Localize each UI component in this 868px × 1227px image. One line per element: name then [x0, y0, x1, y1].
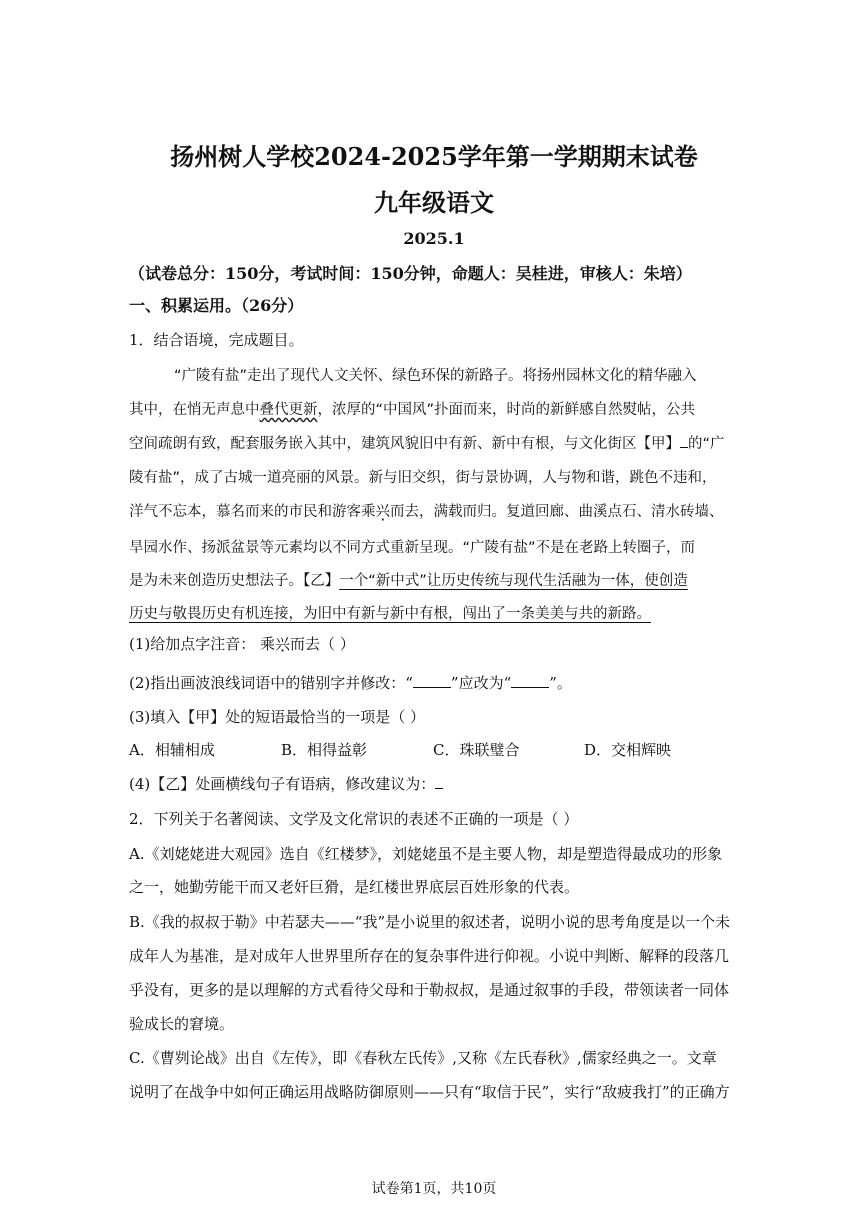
option-a-line: 之一，她勤劳能干而又老奸巨猾，是红楼世界底层百姓形象的代表。: [129, 878, 580, 896]
sub-question-4: [129, 773, 443, 794]
passage-line: [129, 569, 688, 590]
underlined-sentence: 历史与敬畏历史有机连接，为旧中有新与新中有根，闯出了一条美美与共的新路。: [129, 606, 651, 622]
exam-subject: 九年级语文: [374, 188, 494, 217]
dotted-character: 兴: [275, 635, 291, 653]
sub-question-text: ”。: [549, 674, 572, 692]
passage-line: [129, 398, 695, 419]
passage-line: [129, 602, 651, 623]
exam-info: （试卷总分：150分，考试时间：150分钟，命题人：吴桂进，审核人：朱培）: [129, 264, 692, 283]
option-a-line: A.《刘姥姥进大观园》选自《红楼梦》，刘姥姥虽不是主要人物，却是塑造得最成功的形象: [129, 845, 723, 863]
option-c-line: 说明了在战争中如何正确运用战略防御原则——只有“取信于民”，实行“敌疲我打”的正确方: [129, 1083, 730, 1101]
passage-line: [129, 500, 724, 521]
question-1-stem: 1．结合语境，完成题目。: [129, 331, 304, 349]
option-b-line: 成年人为基准，是对成年人世界里所存在的复杂事件进行仰视。小说中判断、解释的段落几: [129, 947, 730, 965]
exam-date: 2025.1: [403, 229, 465, 248]
passage-line: 陵有盐”，成了古城一道亮丽的风景。新与旧交织，街与景协调，人与物和谐，跳色不违和，: [129, 470, 717, 486]
sub-question-1: [129, 633, 355, 654]
sub-question-text: (1)给加点字注音： 乘: [129, 635, 276, 653]
option-b-line: 验成长的窘境。: [129, 1015, 235, 1033]
answer-blank[interactable]: [435, 774, 443, 789]
sub-question-text: ”应改为“: [450, 674, 512, 692]
answer-blank[interactable]: [511, 673, 549, 688]
passage-text: 洋气不忘本，慕名而来的市民和游客乘: [129, 504, 376, 520]
sub-question-text: (4)【乙】处画横线句子有语病，修改建议为：: [129, 775, 436, 793]
question-2-stem: 2．下列关于名著阅读、文学及文化常识的表述不正确的一项是（ ）: [129, 810, 579, 828]
option-c[interactable]: C．珠联璧合: [433, 741, 520, 759]
page-footer: 试卷第1页，共10页: [371, 1181, 497, 1197]
option-a[interactable]: A．相辅相成: [129, 741, 215, 759]
wavy-underlined-word: 叠代更新: [259, 402, 318, 418]
dotted-character: 兴: [375, 504, 390, 520]
sub-question-3: (3)填入【甲】处的短语最恰当的一项是（ ）: [129, 708, 426, 726]
sub-question-2: [129, 672, 572, 693]
answer-blank[interactable]: [413, 673, 451, 688]
exam-title: 扬州树人学校2024-2025学年第一学期期末试卷: [170, 142, 698, 171]
sub-question-text: (2)指出画波浪线词语中的错别字并修改：“: [129, 674, 413, 692]
section-heading: 一、积累运用。（26分）: [129, 296, 304, 315]
passage-text: 是为未来创造历史想法子。【乙】: [129, 573, 340, 589]
option-d[interactable]: D．交相辉映: [584, 741, 672, 759]
underlined-sentence: 一个“新中式”让历史传统与现代生活融为一体，使创造: [339, 573, 688, 589]
option-c-line: C.《曹刿论战》出自《左传》，即《春秋左氏传》,又称《左氏春秋》,儒家经典之一。文章: [129, 1049, 717, 1067]
passage-text: 其中，在悄无声息中: [129, 402, 260, 418]
answer-blank[interactable]: [680, 433, 688, 448]
sub-question-text: 而去（ ）: [290, 635, 355, 653]
passage-line: “广陵有盐”走出了现代人文关怀、绿色环保的新路子。将扬州园林文化的精华融入: [174, 368, 697, 384]
passage-text: 空间疏朗有致，配套服务嵌入其中，建筑风貌旧中有新、新中有根，与文化街区【甲】: [129, 436, 680, 452]
passage-text: 的“广: [688, 436, 725, 452]
option-b[interactable]: B．相得益彰: [281, 741, 368, 759]
options-row: [129, 739, 829, 759]
option-b-line: B.《我的叔叔于勒》中若瑟夫——“我”是小说里的叙述者，说明小说的思考角度是以一个未: [129, 913, 731, 931]
passage-line: 旱园水作、扬派盆景等元素均以不同方式重新呈现。“广陵有盐”不是在老路上转圈子，而: [129, 540, 696, 556]
option-b-line: 乎没有，更多的是以理解的方式看待父母和于勒叔叔，是通过叙事的手段，带领读者一同体: [129, 981, 730, 999]
passage-text: 而去，满载而归。复道回廊、曲溪点石、清水砖墙、: [390, 504, 724, 520]
passage-text: ，浓厚的“中国风”扑面而来，时尚的新鲜感自然熨帖，公共: [317, 402, 696, 418]
passage-line: [129, 432, 725, 453]
